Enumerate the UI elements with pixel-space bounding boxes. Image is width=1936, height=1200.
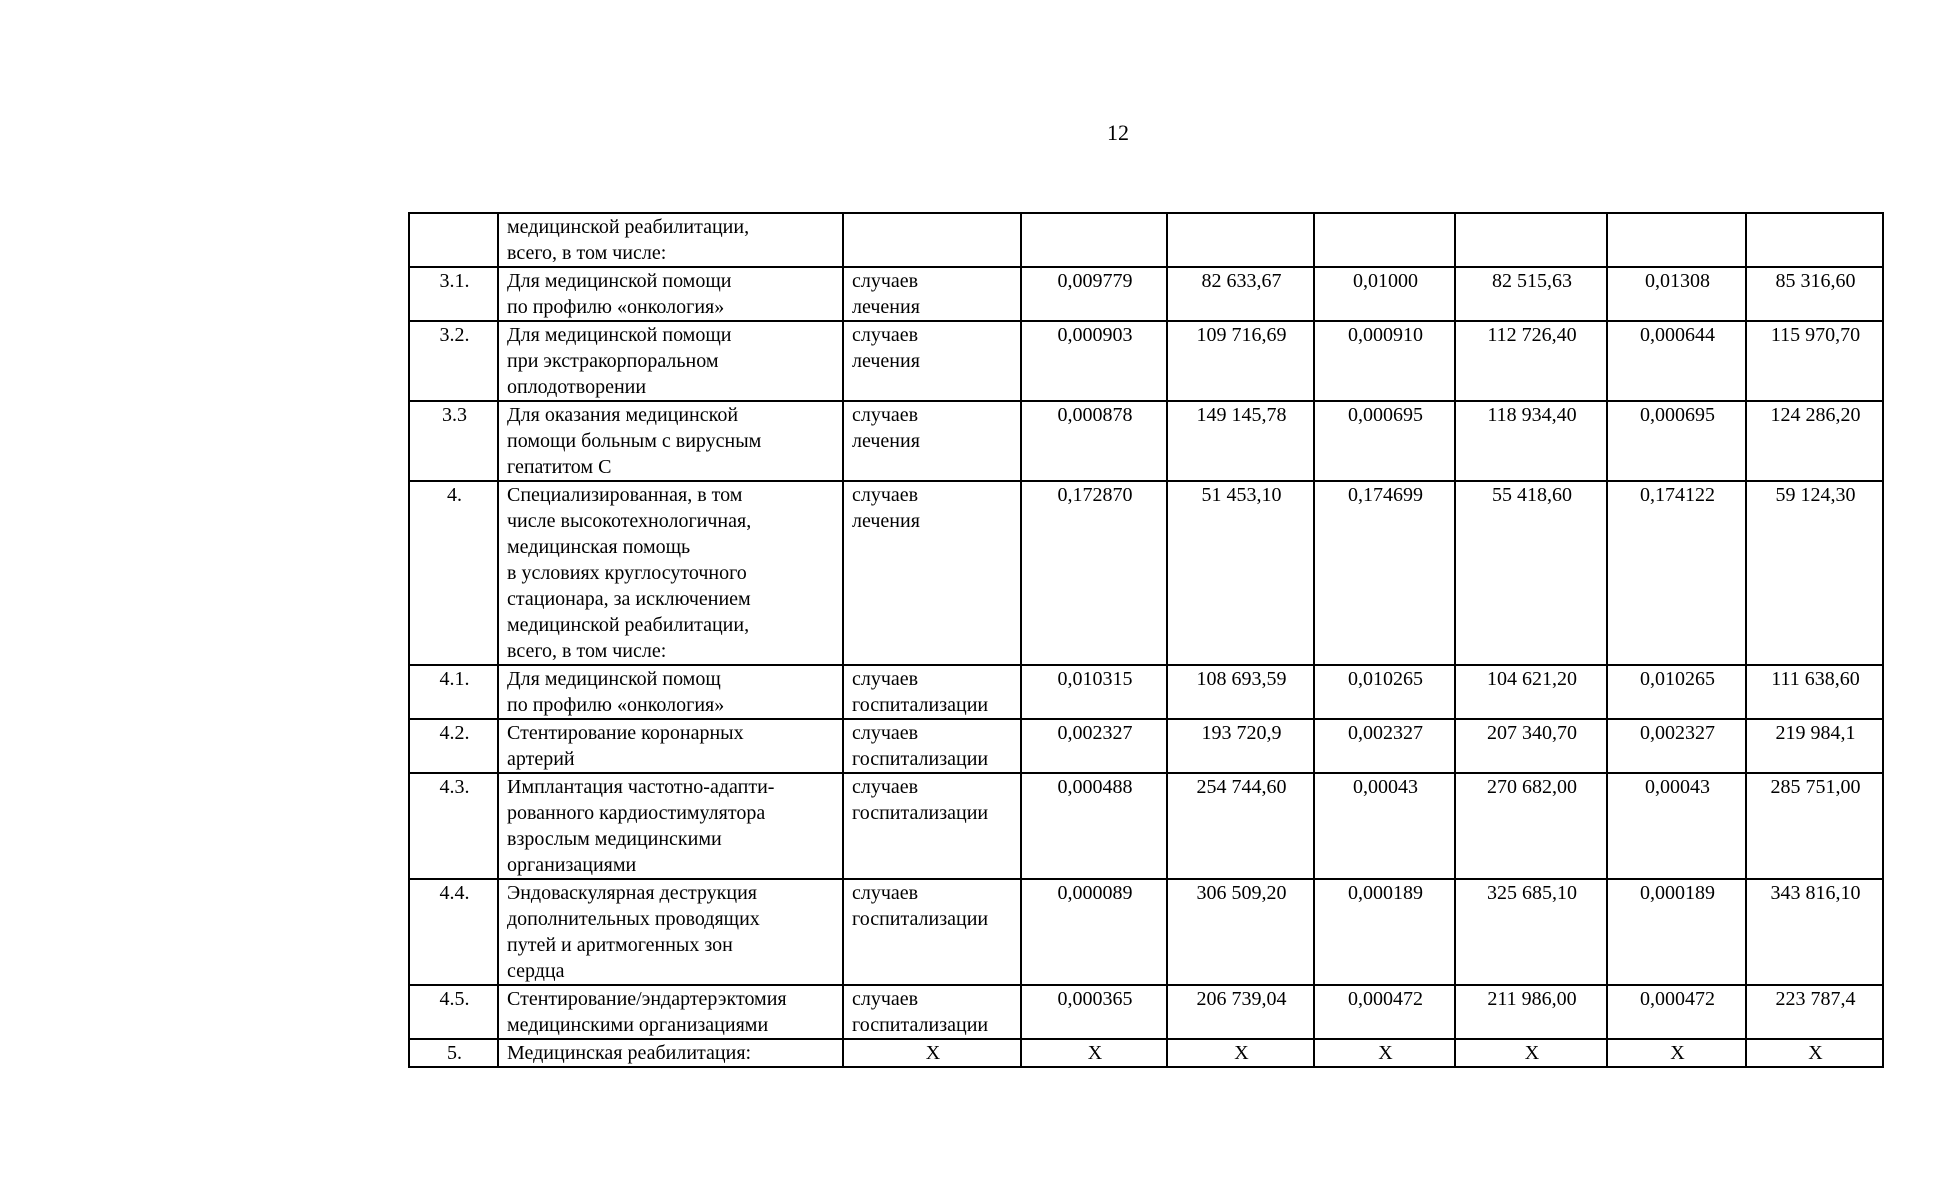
table-row — [409, 481, 1883, 665]
row-value: 109 716,69 — [1167, 321, 1314, 401]
row-value: 0,002327 — [1021, 719, 1167, 773]
row-value: 0,000488 — [1021, 773, 1167, 879]
row-name: Специализированная, в том числе высокотехнологичная, медицинская помощь в условиях круглосуточного стационара, за исключением медицинской реабилитации, всего, в том числе: — [498, 481, 843, 665]
row-unit: случаев госпитализации — [843, 719, 1021, 773]
row-value: 59 124,30 — [1746, 481, 1883, 665]
row-value: X — [1167, 1039, 1314, 1067]
row-unit: случаев лечения — [843, 401, 1021, 481]
row-value: 0,01308 — [1607, 267, 1746, 321]
table-row — [409, 321, 1883, 401]
row-value: 82 633,67 — [1167, 267, 1314, 321]
row-number: 4.2. — [409, 719, 498, 773]
row-value: X — [1746, 1039, 1883, 1067]
row-name: Стентирование/эндартерэктомия медицинскими организациями — [498, 985, 843, 1039]
row-value: 254 744,60 — [1167, 773, 1314, 879]
row-value: 0,010265 — [1314, 665, 1455, 719]
row-name: Стентирование коронарных артерий — [498, 719, 843, 773]
row-number: 3.2. — [409, 321, 498, 401]
row-value: 0,00043 — [1607, 773, 1746, 879]
table-row — [409, 1039, 1883, 1067]
row-value: 0,000903 — [1021, 321, 1167, 401]
row-value: 0,174699 — [1314, 481, 1455, 665]
row-value: 0,172870 — [1021, 481, 1167, 665]
row-number: 3.3 — [409, 401, 498, 481]
table-row — [409, 213, 1883, 267]
row-value: 0,002327 — [1607, 719, 1746, 773]
row-number: 4.1. — [409, 665, 498, 719]
row-number — [409, 213, 498, 267]
row-unit: случаев госпитализации — [843, 985, 1021, 1039]
row-unit: случаев лечения — [843, 321, 1021, 401]
row-value: 0,01000 — [1314, 267, 1455, 321]
row-value: 51 453,10 — [1167, 481, 1314, 665]
row-value: 82 515,63 — [1455, 267, 1607, 321]
table-row — [409, 719, 1883, 773]
row-value: 0,000189 — [1607, 879, 1746, 985]
row-value: 0,000472 — [1314, 985, 1455, 1039]
row-unit: случаев лечения — [843, 267, 1021, 321]
row-value: 0,000365 — [1021, 985, 1167, 1039]
row-name: Для медицинской помощи при экстракорпоральном оплодотворении — [498, 321, 843, 401]
row-value: 149 145,78 — [1167, 401, 1314, 481]
row-value: 206 739,04 — [1167, 985, 1314, 1039]
row-name: Медицинская реабилитация: — [498, 1039, 843, 1067]
row-unit: случаев лечения — [843, 481, 1021, 665]
row-number: 4.3. — [409, 773, 498, 879]
row-value: 115 970,70 — [1746, 321, 1883, 401]
row-value — [1314, 213, 1455, 267]
table-row — [409, 665, 1883, 719]
row-name: Эндоваскулярная деструкция дополнительных проводящих путей и аритмогенных зон сердца — [498, 879, 843, 985]
row-value: 0,000878 — [1021, 401, 1167, 481]
row-number: 4.4. — [409, 879, 498, 985]
row-value — [1021, 213, 1167, 267]
row-value: X — [1607, 1039, 1746, 1067]
row-value: 55 418,60 — [1455, 481, 1607, 665]
row-value: 0,00043 — [1314, 773, 1455, 879]
row-name: Для оказания медицинской помощи больным с вирусным гепатитом С — [498, 401, 843, 481]
row-value: 343 816,10 — [1746, 879, 1883, 985]
row-value: 193 720,9 — [1167, 719, 1314, 773]
row-value: X — [1021, 1039, 1167, 1067]
table-row — [409, 773, 1883, 879]
row-value: 104 621,20 — [1455, 665, 1607, 719]
row-number: 3.1. — [409, 267, 498, 321]
row-unit: X — [843, 1039, 1021, 1067]
row-value: 270 682,00 — [1455, 773, 1607, 879]
row-value: 0,010265 — [1607, 665, 1746, 719]
row-value: 0,000910 — [1314, 321, 1455, 401]
row-value — [1746, 213, 1883, 267]
row-number: 4. — [409, 481, 498, 665]
row-value: 0,000644 — [1607, 321, 1746, 401]
row-value: 0,000089 — [1021, 879, 1167, 985]
row-value: X — [1314, 1039, 1455, 1067]
row-value: 0,000695 — [1607, 401, 1746, 481]
row-value — [1167, 213, 1314, 267]
row-value: 0,000472 — [1607, 985, 1746, 1039]
row-unit: случаев госпитализации — [843, 665, 1021, 719]
row-unit — [843, 213, 1021, 267]
row-value: 306 509,20 — [1167, 879, 1314, 985]
row-value: X — [1455, 1039, 1607, 1067]
row-number: 5. — [409, 1039, 498, 1067]
row-value: 211 986,00 — [1455, 985, 1607, 1039]
row-value: 0,000189 — [1314, 879, 1455, 985]
row-value: 219 984,1 — [1746, 719, 1883, 773]
table-row — [409, 401, 1883, 481]
row-value: 0,009779 — [1021, 267, 1167, 321]
row-value: 325 685,10 — [1455, 879, 1607, 985]
row-value: 0,002327 — [1314, 719, 1455, 773]
table-row — [409, 267, 1883, 321]
row-value — [1455, 213, 1607, 267]
table-row — [409, 985, 1883, 1039]
row-value: 0,000695 — [1314, 401, 1455, 481]
row-value: 111 638,60 — [1746, 665, 1883, 719]
tariff-table — [408, 212, 1884, 1068]
row-unit: случаев госпитализации — [843, 879, 1021, 985]
page-number: 12 — [1107, 120, 1129, 145]
row-name: Для медицинской помощи по профилю «онкология» — [498, 267, 843, 321]
row-name: Для медицинской помощ по профилю «онкология» — [498, 665, 843, 719]
table-row — [409, 879, 1883, 985]
row-value: 285 751,00 — [1746, 773, 1883, 879]
row-number: 4.5. — [409, 985, 498, 1039]
row-value: 112 726,40 — [1455, 321, 1607, 401]
row-value: 207 340,70 — [1455, 719, 1607, 773]
row-value: 118 934,40 — [1455, 401, 1607, 481]
row-value: 85 316,60 — [1746, 267, 1883, 321]
row-unit: случаев госпитализации — [843, 773, 1021, 879]
row-value — [1607, 213, 1746, 267]
row-value: 0,010315 — [1021, 665, 1167, 719]
row-name: Имплантация частотно-адапти- рованного кардиостимулятора взрослым медицинскими организациями — [498, 773, 843, 879]
row-value: 108 693,59 — [1167, 665, 1314, 719]
row-value: 0,174122 — [1607, 481, 1746, 665]
row-value: 124 286,20 — [1746, 401, 1883, 481]
row-name: медицинской реабилитации, всего, в том числе: — [498, 213, 843, 267]
row-value: 223 787,4 — [1746, 985, 1883, 1039]
